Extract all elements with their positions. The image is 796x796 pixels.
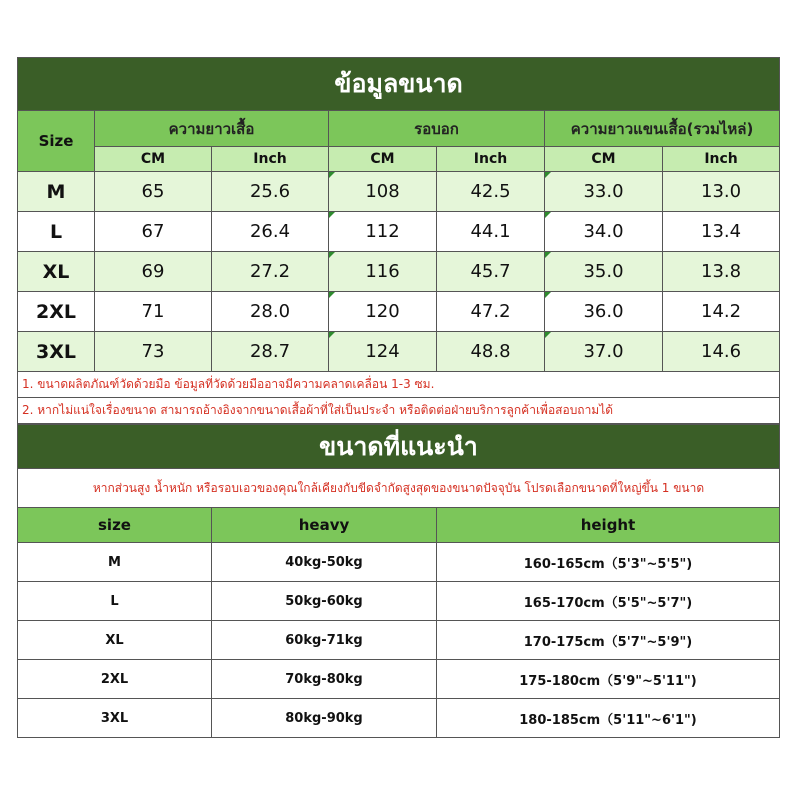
size-label: 3XL — [18, 699, 212, 738]
unit-header: CM — [545, 147, 663, 172]
group-header-chest: รอบอก — [329, 111, 545, 147]
table-row — [18, 252, 780, 292]
group-header-length: ความยาวเสื้อ — [95, 111, 329, 147]
size-label: XL — [18, 252, 95, 292]
recommend-advice: หากส่วนสูง น้ำหนัก หรือรอบเอวของคุณใกล้เคียงกับขีดจำกัดสูงสุดของขนาดปัจจุบัน โปรดเลือกขนาดที่ใหญ่ขึ้น 1 ขนาด — [18, 469, 780, 508]
size-label: 2XL — [18, 660, 212, 699]
unit-header: Inch — [212, 147, 329, 172]
weight-range: 70kg-80kg — [212, 660, 437, 699]
height-range: 170-175cm（5'7"~5'9") — [437, 621, 780, 660]
weight-range: 40kg-50kg — [212, 543, 437, 582]
size-label: 3XL — [18, 332, 95, 372]
sleeve-cm: 35.0 — [545, 252, 663, 292]
size-label: XL — [18, 621, 212, 660]
unit-header: Inch — [437, 147, 545, 172]
height-range: 180-185cm（5'11"~6'1") — [437, 699, 780, 738]
size-label: L — [18, 582, 212, 621]
height-range: 160-165cm（5'3"~5'5") — [437, 543, 780, 582]
chest-inch: 44.1 — [437, 212, 545, 252]
length-cm: 67 — [95, 212, 212, 252]
chest-cm: 116 — [329, 252, 437, 292]
sizing-advice-note: 2. หากไม่แน่ใจเรื่องขนาด สามารถอ้างอิงจากขนาดเสื้อผ้าที่ใส่เป็นประจำ หรือติดต่อฝ่ายบริการลูกค้าเพื่อสอบถามได้ — [18, 398, 780, 424]
size-header: size — [18, 508, 212, 543]
length-inch: 28.7 — [212, 332, 329, 372]
length-inch: 25.6 — [212, 172, 329, 212]
length-inch: 27.2 — [212, 252, 329, 292]
table-row — [18, 621, 780, 660]
height-range: 165-170cm（5'5"~5'7") — [437, 582, 780, 621]
measurement-note: 1. ขนาดผลิตภัณฑ์วัดด้วยมือ ข้อมูลที่วัดด้วยมืออาจมีความคลาดเคลื่อน 1-3 ซม. — [18, 372, 780, 398]
chest-inch: 45.7 — [437, 252, 545, 292]
height-range: 175-180cm（5'9"~5'11") — [437, 660, 780, 699]
size-table-title: ข้อมูลขนาด — [18, 58, 780, 111]
group-header-sleeve: ความยาวแขนเสื้อ(รวมไหล่) — [545, 111, 780, 147]
table-row — [18, 332, 780, 372]
size-data-table — [17, 57, 780, 424]
length-cm: 65 — [95, 172, 212, 212]
sleeve-cm: 36.0 — [545, 292, 663, 332]
size-chart — [17, 57, 779, 738]
table-row — [18, 292, 780, 332]
length-inch: 28.0 — [212, 292, 329, 332]
length-cm: 73 — [95, 332, 212, 372]
recommended-size-table — [17, 424, 780, 738]
length-cm: 69 — [95, 252, 212, 292]
heavy-header: heavy — [212, 508, 437, 543]
weight-range: 50kg-60kg — [212, 582, 437, 621]
sleeve-inch: 13.4 — [663, 212, 780, 252]
size-label: L — [18, 212, 95, 252]
chest-cm: 124 — [329, 332, 437, 372]
table-row — [18, 212, 780, 252]
size-label: 2XL — [18, 292, 95, 332]
table-row — [18, 172, 780, 212]
size-column-header: Size — [18, 111, 95, 172]
unit-header: CM — [329, 147, 437, 172]
chest-cm: 108 — [329, 172, 437, 212]
table-row — [18, 699, 780, 738]
length-cm: 71 — [95, 292, 212, 332]
chest-inch: 48.8 — [437, 332, 545, 372]
sleeve-inch: 13.8 — [663, 252, 780, 292]
sleeve-inch: 14.2 — [663, 292, 780, 332]
weight-range: 80kg-90kg — [212, 699, 437, 738]
recommend-table-title: ขนาดที่แนะนำ — [18, 425, 780, 469]
table-row — [18, 660, 780, 699]
chest-inch: 47.2 — [437, 292, 545, 332]
sleeve-cm: 37.0 — [545, 332, 663, 372]
sleeve-inch: 14.6 — [663, 332, 780, 372]
chest-inch: 42.5 — [437, 172, 545, 212]
table-row — [18, 582, 780, 621]
size-label: M — [18, 543, 212, 582]
table-row — [18, 543, 780, 582]
unit-header: CM — [95, 147, 212, 172]
weight-range: 60kg-71kg — [212, 621, 437, 660]
size-label: M — [18, 172, 95, 212]
sleeve-cm: 34.0 — [545, 212, 663, 252]
chest-cm: 112 — [329, 212, 437, 252]
sleeve-cm: 33.0 — [545, 172, 663, 212]
height-header: height — [437, 508, 780, 543]
length-inch: 26.4 — [212, 212, 329, 252]
chest-cm: 120 — [329, 292, 437, 332]
sleeve-inch: 13.0 — [663, 172, 780, 212]
unit-header: Inch — [663, 147, 780, 172]
